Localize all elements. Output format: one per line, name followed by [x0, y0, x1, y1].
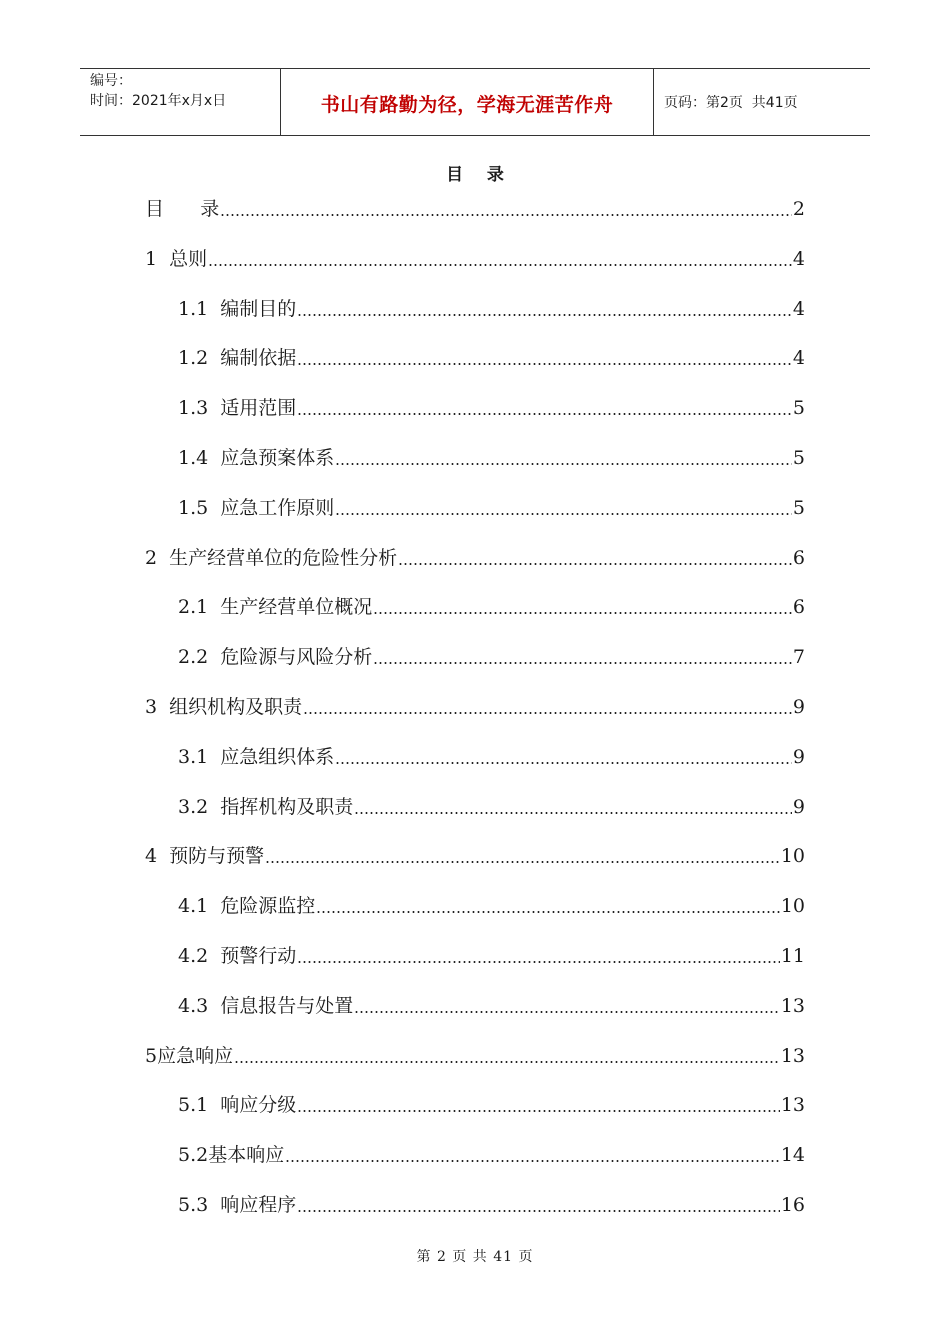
toc-entry-page: 14 [780, 1144, 805, 1166]
toc-entry-label: 目 录 [145, 198, 220, 220]
toc-entry-label: 4.1 危险源监控 [178, 895, 316, 917]
toc-entry-label: 1.2 编制依据 [178, 347, 297, 369]
toc-entry-label: 1.4 应急预案体系 [178, 447, 335, 469]
toc-entry-label: 1.3 适用范围 [178, 397, 297, 419]
toc-entry[interactable] [145, 842, 805, 870]
toc-entry-label: 3.2 指挥机构及职责 [178, 796, 354, 818]
toc-entry-label: 2.1 生产经营单位概况 [178, 596, 373, 618]
toc-entry[interactable] [178, 494, 805, 522]
toc-entry[interactable] [178, 295, 805, 323]
toc-entry-page: 10 [780, 845, 805, 867]
toc-leader-dots [335, 512, 792, 516]
header-page-cell [654, 69, 870, 135]
toc-entry-label: 1 总则 [145, 248, 208, 270]
toc-leader-dots [234, 1060, 780, 1064]
toc-entry[interactable] [145, 245, 805, 273]
toc-entry-page: 7 [792, 646, 805, 668]
toc-leader-dots [208, 263, 792, 267]
toc-entry-page: 13 [780, 995, 805, 1017]
toc-entry[interactable] [145, 195, 805, 223]
toc-entry-page: 6 [792, 547, 805, 569]
header-motto: 书山有路勤为径，学海无涯苦作舟 [320, 93, 614, 116]
toc-leader-dots [297, 313, 792, 317]
toc-entry-label: 2 生产经营单位的危险性分析 [145, 547, 398, 569]
toc-leader-dots [265, 860, 780, 864]
toc-entry-page: 6 [792, 596, 805, 618]
toc-entry[interactable] [178, 793, 805, 821]
toc-leader-dots [297, 1109, 780, 1113]
toc-entry-page: 2 [792, 198, 805, 220]
toc-entry-page: 4 [792, 347, 805, 369]
toc-entry-page: 9 [792, 746, 805, 768]
toc-entry-page: 4 [792, 298, 805, 320]
header-meta-cell [80, 69, 281, 135]
toc-entry[interactable] [145, 693, 805, 721]
toc-entry-label: 5.1 响应分级 [178, 1094, 297, 1116]
toc-leader-dots [373, 611, 792, 615]
toc-leader-dots [297, 412, 792, 416]
page-header [80, 68, 870, 136]
toc-leader-dots [303, 711, 792, 715]
toc-entry-label: 2.2 危险源与风险分析 [178, 646, 373, 668]
toc-leader-dots [297, 362, 792, 366]
toc-entry-label: 4.2 预警行动 [178, 945, 297, 967]
toc-entry[interactable] [178, 394, 805, 422]
page-footer: 第 2 页 共 41 页 [416, 1249, 534, 1265]
toc-entry-page: 13 [780, 1045, 805, 1067]
toc-entry-label: 4 预防与预警 [145, 845, 265, 867]
toc-entry-label: 1.1 编制目的 [178, 298, 297, 320]
toc-entry-label: 1.5 应急工作原则 [178, 497, 335, 519]
toc-entry[interactable] [178, 892, 805, 920]
toc-entry[interactable] [178, 992, 805, 1020]
toc-entry[interactable] [178, 444, 805, 472]
toc-leader-dots [297, 960, 780, 964]
toc-entry-page: 5 [792, 447, 805, 469]
toc-entry[interactable] [178, 1091, 805, 1119]
toc-entry[interactable] [178, 1141, 805, 1169]
toc-leader-dots [398, 562, 792, 566]
toc-entry-label: 5.2基本响应 [178, 1144, 285, 1166]
toc-entry[interactable] [145, 544, 805, 572]
header-motto-cell [281, 69, 654, 135]
toc-entry-page: 11 [780, 945, 805, 967]
toc-leader-dots [335, 462, 792, 466]
toc-entry-label: 3 组织机构及职责 [145, 696, 303, 718]
toc-title [0, 160, 950, 185]
toc-leader-dots [316, 910, 780, 914]
toc-entry-page: 5 [792, 497, 805, 519]
toc-entry-label: 5.3 响应程序 [178, 1194, 297, 1216]
toc-leader-dots [354, 811, 792, 815]
toc-entry-page: 5 [792, 397, 805, 419]
toc-entry[interactable] [178, 643, 805, 671]
toc-entry-page: 9 [792, 796, 805, 818]
document-number-label: 编号： [90, 73, 132, 89]
header-page-info: 页码：第2页 共41页 [664, 95, 798, 111]
toc-entry-page: 4 [792, 248, 805, 270]
toc-entry[interactable] [178, 593, 805, 621]
toc-entry-label: 3.1 应急组织体系 [178, 746, 335, 768]
toc-leader-dots [354, 1010, 780, 1014]
toc-entry-page: 9 [792, 696, 805, 718]
toc-entry[interactable] [178, 743, 805, 771]
toc-entry[interactable] [145, 1042, 805, 1070]
toc-leader-dots [297, 1209, 780, 1213]
toc-entry-label: 5应急响应 [145, 1045, 234, 1067]
toc-entry-page: 16 [780, 1194, 805, 1216]
toc-leader-dots [373, 661, 792, 665]
toc-entry[interactable] [178, 1191, 805, 1219]
toc-entry-page: 13 [780, 1094, 805, 1116]
toc-entry-page: 10 [780, 895, 805, 917]
toc-leader-dots [285, 1159, 780, 1163]
toc-entry-label: 4.3 信息报告与处置 [178, 995, 354, 1017]
document-time-label: 时间：2021年x月x日 [90, 93, 227, 109]
toc-entry[interactable] [178, 344, 805, 372]
toc-leader-dots [335, 761, 792, 765]
toc-leader-dots [220, 213, 792, 217]
toc-entry[interactable] [178, 942, 805, 970]
toc-title-text: 目 录 [446, 165, 504, 185]
